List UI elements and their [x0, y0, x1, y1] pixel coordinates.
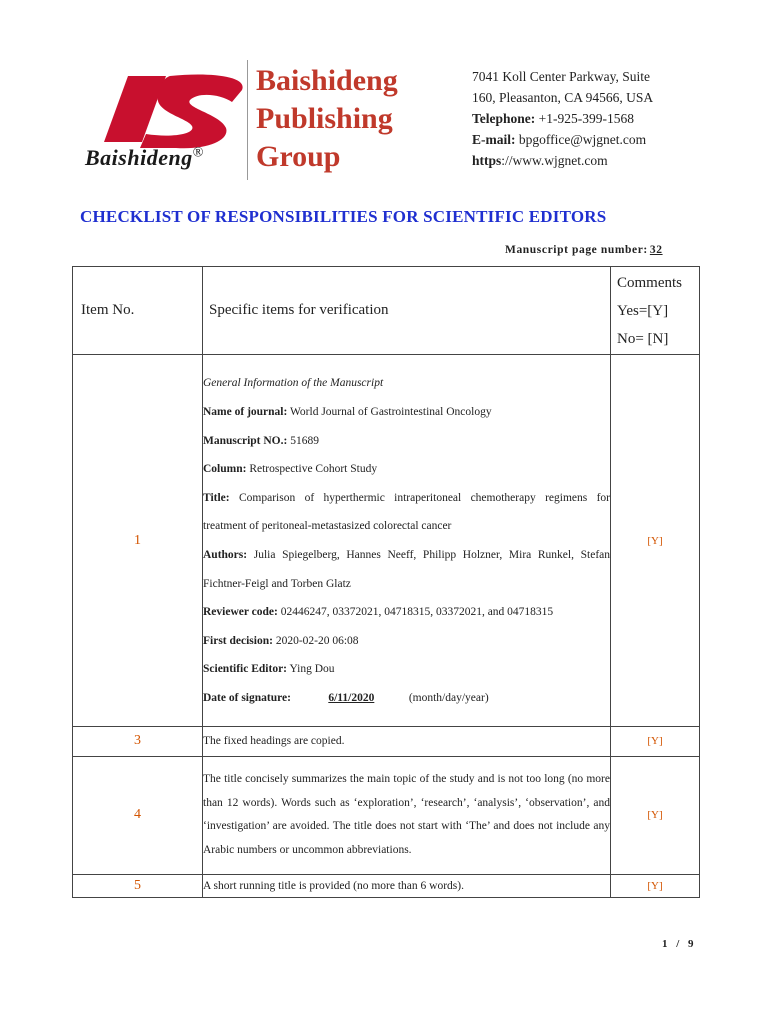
table-row	[73, 727, 700, 757]
brand-wordmark: Baishideng®	[85, 145, 204, 170]
header-item-no: Item No.	[73, 267, 203, 355]
table-row	[73, 355, 700, 727]
document-title: CHECKLIST OF RESPONSIBILITIES FOR SCIENTIFIC EDITORS	[80, 207, 607, 226]
checklist-table	[72, 266, 700, 898]
table-row	[73, 874, 700, 897]
table-row	[73, 756, 700, 874]
item-text: A short running title is provided (no more than 6 words).	[203, 874, 611, 897]
item-number: 4	[73, 756, 203, 874]
header-specific-items: Specific items for verification	[203, 267, 611, 355]
email-link[interactable]: bpgoffice@wjgnet.com	[518, 132, 647, 147]
website-link[interactable]: https://www.wjgnet.com	[472, 153, 608, 168]
comment-value: [Y]	[611, 355, 700, 727]
publisher-name: Baishideng Publishing Group	[256, 64, 398, 173]
comment-value: [Y]	[611, 756, 700, 874]
manuscript-info: General Information of the Manuscript Name of journal: World Journal of Gastrointestinal Oncology Manuscript NO.: 51689 Column: Retrospective Cohort Study Title: Comparison of hyperthermic intraperitoneal chemotherapy regimens for treatment of peritoneal-metastasized colorectal cancer Authors: Julia Spiegelberg, Hannes Neeff, Philipp Holzner, Mira Runkel, Stefan Fichtner-Feigl and Torben Glatz Reviewer code: 02446247, 03372021, 04718315, 03372021, and 04718315 First decision: 2020-02-20 06:08 Scientific Editor: Ying Dou Date of signature: 6/11/2020 (month/day/year)	[203, 355, 611, 727]
page-number: 1 / 9	[662, 938, 697, 950]
item-text: The fixed headings are copied.	[203, 727, 611, 757]
publisher-address: 7041 Koll Center Parkway, Suite 160, Pleasanton, CA 94566, USA Telephone: +1-925-399-1568 E-mail: bpgoffice@wjgnet.com https://www.wjgnet.com	[472, 66, 653, 171]
header-divider	[247, 60, 248, 180]
comment-value: [Y]	[611, 874, 700, 897]
item-number: 3	[73, 727, 203, 757]
item-number: 1	[73, 355, 203, 727]
header-comments: Comments Yes=[Y] No= [N]	[611, 267, 700, 355]
item-number: 5	[73, 874, 203, 897]
manuscript-page-number: Manuscript page number: 32	[505, 244, 663, 256]
item-text: The title concisely summarizes the main topic of the study and is not too long (no more than 12 words). Words such as ‘exploration’, ‘research’, ‘analysis’, ‘observation’, and ‘investigation’ are avoided. The title does not start with ‘The’ and does not include any Arabic numbers or uncommon abbreviations.	[203, 756, 611, 874]
comment-value: [Y]	[611, 727, 700, 757]
table-header-row	[73, 267, 700, 355]
